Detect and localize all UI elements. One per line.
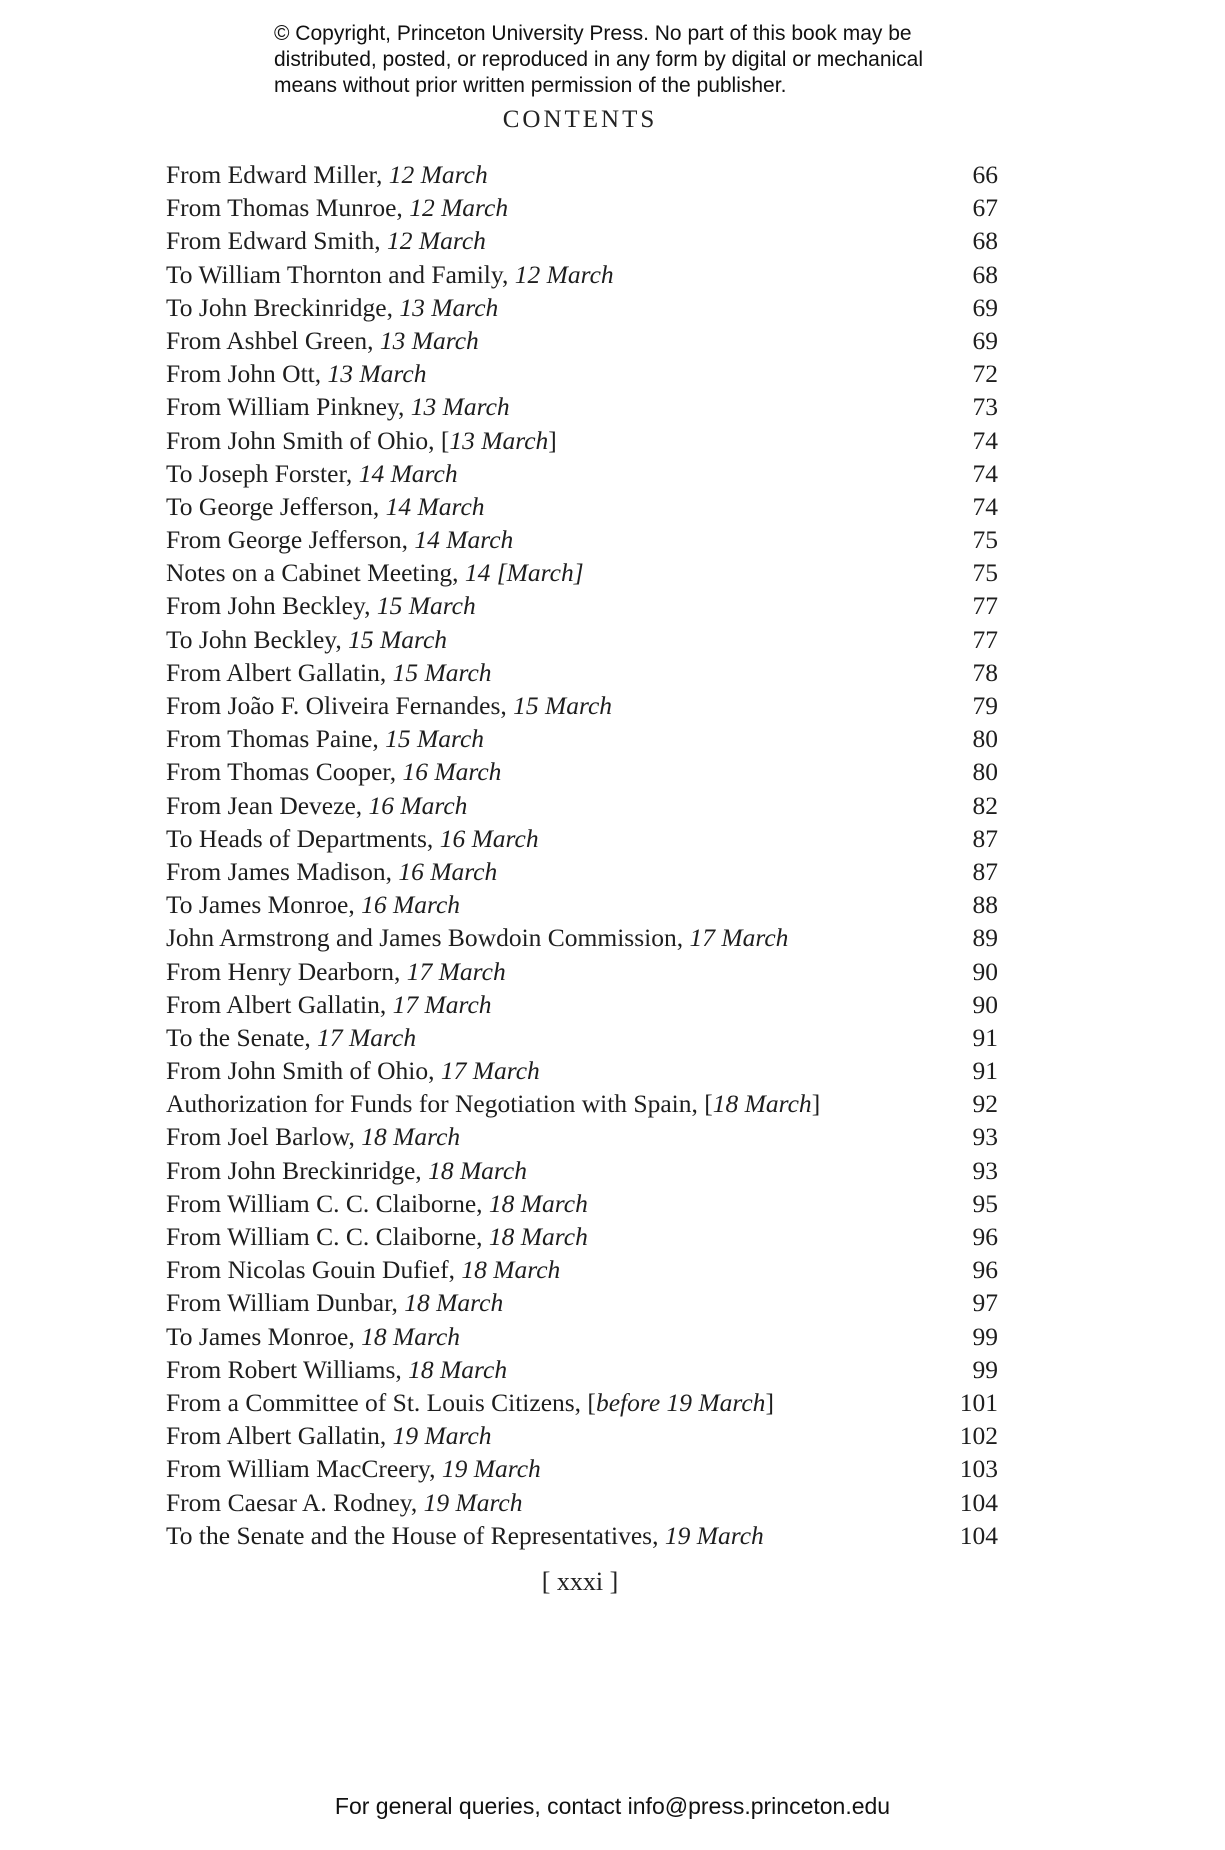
- entry-page-number: 79: [972, 691, 998, 720]
- toc-entry-title: [166, 1386, 774, 1419]
- entry-text: From Ashbel Green,: [166, 325, 374, 355]
- entry-text: From John Smith of Ohio,: [166, 1056, 435, 1086]
- toc-entry-title: [166, 1486, 523, 1519]
- entry-text: To the Senate,: [166, 1022, 311, 1052]
- entry-text: To James Monroe,: [166, 890, 355, 920]
- entry-date: 13 March: [449, 425, 549, 455]
- toc-entry: [166, 556, 998, 589]
- toc-entry-title: [166, 457, 458, 490]
- entry-page-number: 82: [972, 790, 998, 820]
- toc-entry-title: [166, 1353, 507, 1386]
- toc-entry: [166, 623, 998, 656]
- entry-page-number: 90: [972, 956, 998, 986]
- entry-page-number: 66: [972, 160, 998, 189]
- entry-date: 14 March: [414, 525, 514, 555]
- toc-entry-title: [166, 1154, 527, 1187]
- toc-entry-title: [166, 656, 492, 689]
- toc-entry-title: [166, 689, 612, 722]
- entry-date: 19 March: [392, 1421, 492, 1451]
- entry-text: From Albert Gallatin,: [166, 657, 387, 687]
- entry-page-number: 88: [972, 890, 998, 920]
- entry-text: From Joel Barlow,: [166, 1122, 355, 1152]
- toc-entry: [166, 1286, 998, 1319]
- entry-text: From William Pinkney,: [166, 392, 405, 422]
- toc-entry: [166, 988, 998, 1021]
- toc-entry: [166, 324, 998, 357]
- toc-entry: [166, 390, 998, 423]
- toc-entry: [166, 789, 998, 822]
- entry-page-number: 67: [972, 193, 998, 223]
- entry-page-number: 93: [972, 1155, 998, 1185]
- entry-text: To George Jefferson,: [166, 491, 380, 521]
- entry-date: 15 March: [513, 691, 613, 720]
- entry-date: 14 March: [358, 458, 458, 488]
- toc-entry: [166, 722, 998, 755]
- entry-date: 17 March: [689, 923, 789, 953]
- toc-entry: [166, 1452, 998, 1485]
- toc-entry-title: [166, 158, 488, 191]
- toc-entry-title: [166, 1253, 560, 1286]
- entry-page-number: 77: [972, 624, 998, 654]
- entry-page-number: 74: [972, 425, 998, 455]
- entry-page-number: 92: [972, 1089, 998, 1119]
- entry-date: 17 March: [406, 956, 506, 986]
- entry-date: 16 March: [361, 890, 461, 920]
- entry-page-number: 89: [972, 923, 998, 953]
- entry-page-number: 69: [972, 292, 998, 322]
- toc-entry: [166, 1154, 998, 1187]
- toc-entry: [166, 424, 998, 457]
- toc-entry: [166, 523, 998, 556]
- toc-entry-title: [166, 623, 447, 656]
- entry-text: From Albert Gallatin,: [166, 1421, 387, 1451]
- entry-date: 18 March: [428, 1155, 527, 1185]
- entry-page-number: 75: [972, 558, 998, 588]
- toc-entry-title: [166, 921, 788, 954]
- entry-date: 17 March: [317, 1022, 417, 1052]
- entry-page-number: 87: [972, 823, 998, 853]
- entry-page-number: 68: [972, 259, 998, 289]
- entry-date: 18 March: [404, 1288, 504, 1318]
- entry-text: From Albert Gallatin,: [166, 989, 387, 1019]
- toc-entry-title: [166, 258, 614, 291]
- entry-date: 12 March: [388, 160, 488, 189]
- entry-page-number: 99: [972, 1321, 998, 1351]
- entry-page-number: 73: [972, 392, 998, 422]
- toc-entry-title: [166, 556, 584, 589]
- copyright-line: distributed, posted, or reproduced in any form by digital or mechanical: [274, 48, 924, 71]
- toc-entry: [166, 1486, 998, 1519]
- toc-entry-title: [166, 1021, 416, 1054]
- entry-date: 18 March: [361, 1321, 461, 1351]
- entry-date: 19 March: [423, 1487, 523, 1517]
- entry-page-number: 103: [959, 1454, 998, 1484]
- entry-date: before 19 March: [595, 1387, 766, 1417]
- entry-date: 13 March: [410, 392, 510, 422]
- toc-entry-title: [166, 1120, 460, 1153]
- entry-page-number: 80: [972, 757, 998, 787]
- entry-date: 15 March: [348, 624, 448, 654]
- entry-text: To James Monroe,: [166, 1321, 355, 1351]
- entry-text: From John Beckley,: [166, 591, 371, 621]
- table-of-contents: [166, 158, 998, 1552]
- toc-entry: [166, 224, 998, 257]
- toc-entry: [166, 888, 998, 921]
- toc-entry-title: [166, 1087, 820, 1120]
- toc-entry-title: [166, 789, 467, 822]
- entry-text: From Thomas Paine,: [166, 724, 379, 754]
- toc-entry-title: [166, 523, 513, 556]
- entry-date: 16 March: [368, 790, 468, 820]
- entry-text: From William C. C. Claiborne,: [166, 1188, 483, 1218]
- toc-entry-title: [166, 988, 492, 1021]
- toc-entry: [166, 1220, 998, 1253]
- toc-entry: [166, 921, 998, 954]
- toc-entry-title: [166, 191, 508, 224]
- entry-page-number: 68: [972, 226, 998, 256]
- toc-entry-title: [166, 490, 485, 523]
- entry-page-number: 75: [972, 525, 998, 555]
- entry-date: 14 [March]: [464, 558, 584, 588]
- entry-text: From John Smith of Ohio, [: [166, 425, 450, 455]
- entry-date: 13 March: [379, 325, 479, 355]
- entry-date: 14 March: [385, 491, 485, 521]
- entry-date: 16 March: [402, 757, 502, 787]
- toc-entry-title: [166, 390, 510, 423]
- entry-date: 12 March: [387, 226, 486, 256]
- toc-entry: [166, 689, 998, 722]
- toc-entry-title: [166, 424, 557, 457]
- toc-entry-title: [166, 722, 484, 755]
- toc-entry-title: [166, 1419, 492, 1452]
- toc-entry-title: [166, 357, 426, 390]
- entry-page-number: 69: [972, 325, 998, 355]
- entry-text: To William Thornton and Family,: [166, 259, 509, 289]
- entry-text: From John Ott,: [166, 359, 322, 389]
- entry-text: From Robert Williams,: [166, 1354, 402, 1384]
- contents-heading: CONTENTS: [502, 106, 658, 133]
- entry-page-number: 93: [972, 1122, 998, 1152]
- toc-entry-title: [166, 589, 476, 622]
- entry-date: 19 March: [441, 1454, 541, 1484]
- entry-text: From Edward Smith,: [166, 226, 381, 256]
- toc-entry: [166, 1120, 998, 1153]
- entry-text: From Nicolas Gouin Dufief,: [166, 1255, 455, 1285]
- entry-date: 18 March: [488, 1188, 588, 1218]
- entry-page-number: 104: [959, 1520, 998, 1550]
- entry-closing-bracket: ]: [765, 1387, 774, 1417]
- entry-date: 15 March: [385, 724, 485, 754]
- entry-page-number: 95: [972, 1188, 998, 1218]
- entry-page-number: 101: [959, 1387, 998, 1417]
- entry-page-number: 77: [972, 591, 998, 621]
- entry-text: From Caesar A. Rodney,: [166, 1487, 418, 1517]
- toc-entry-title: [166, 1054, 540, 1087]
- entry-text: To the Senate and the House of Representatives,: [166, 1520, 659, 1550]
- entry-date: 12 March: [514, 259, 614, 289]
- entry-text: From William C. C. Claiborne,: [166, 1222, 483, 1251]
- toc-entry: [166, 589, 998, 622]
- entry-page-number: 78: [972, 657, 998, 687]
- toc-entry: [166, 1253, 998, 1286]
- toc-entry: [166, 1386, 998, 1419]
- toc-entry: [166, 755, 998, 788]
- entry-text: To John Breckinridge,: [166, 292, 393, 322]
- toc-entry-title: [166, 888, 460, 921]
- entry-date: 19 March: [664, 1520, 764, 1550]
- entry-text: From James Madison,: [166, 856, 392, 886]
- entry-date: 16 March: [439, 823, 539, 853]
- toc-entry: [166, 1054, 998, 1087]
- entry-page-number: 74: [972, 458, 998, 488]
- entry-date: 12 March: [409, 193, 509, 223]
- entry-text: From George Jefferson,: [166, 525, 408, 555]
- entry-page-number: 99: [972, 1354, 998, 1384]
- toc-entry-title: [166, 1187, 588, 1220]
- entry-text: From William MacCreery,: [166, 1454, 436, 1484]
- entry-text: From Jean Deveze,: [166, 790, 363, 820]
- toc-entry: [166, 490, 998, 523]
- toc-entry: [166, 656, 998, 689]
- toc-entry: [166, 1187, 998, 1220]
- entry-text: Notes on a Cabinet Meeting,: [166, 558, 459, 588]
- entry-date: 15 March: [376, 591, 476, 621]
- entry-date: 16 March: [398, 856, 498, 886]
- entry-date: 15 March: [392, 657, 492, 687]
- entry-date: 18 March: [361, 1122, 461, 1152]
- copyright-line: means without prior written permission of the publisher.: [274, 74, 787, 97]
- toc-entry: [166, 955, 998, 988]
- entry-date: 13 March: [327, 359, 427, 389]
- toc-entry-title: [166, 822, 539, 855]
- entry-text: To Joseph Forster,: [166, 458, 353, 488]
- toc-entry-title: [166, 1286, 503, 1319]
- toc-entry: [166, 1320, 998, 1353]
- toc-entry-title: [166, 1452, 541, 1485]
- entry-page-number: 97: [972, 1288, 998, 1318]
- entry-page-number: 96: [972, 1255, 998, 1285]
- entry-page-number: 91: [972, 1022, 998, 1052]
- entry-page-number: 96: [972, 1222, 998, 1251]
- toc-entry-title: [166, 955, 506, 988]
- entry-page-number: 102: [959, 1421, 998, 1451]
- entry-closing-bracket: ]: [811, 1089, 821, 1119]
- entry-text: To John Beckley,: [166, 624, 342, 654]
- toc-entry-title: [166, 755, 501, 788]
- toc-entry-title: [166, 224, 486, 257]
- entry-text: To Heads of Departments,: [166, 823, 434, 853]
- entry-closing-bracket: ]: [548, 425, 557, 455]
- toc-entry: [166, 1519, 998, 1552]
- toc-entry: [166, 855, 998, 888]
- toc-entry: [166, 191, 998, 224]
- entry-text: From John Breckinridge,: [166, 1155, 422, 1185]
- entry-text: From João F. Oliveira Fernandes,: [166, 691, 507, 720]
- toc-entry-title: [166, 324, 479, 357]
- entry-text: From a Committee of St. Louis Citizens, [: [166, 1387, 596, 1417]
- entry-text: John Armstrong and James Bowdoin Commission,: [166, 923, 684, 953]
- toc-entry-title: [166, 1320, 460, 1353]
- entry-date: 17 March: [392, 989, 492, 1019]
- toc-entry-title: [166, 1220, 588, 1253]
- toc-entry-title: [166, 291, 498, 324]
- entry-page-number: 91: [972, 1056, 998, 1086]
- entry-page-number: 87: [972, 856, 998, 886]
- entry-text: From Thomas Cooper,: [166, 757, 397, 787]
- toc-entry-title: [166, 855, 497, 888]
- entry-text: From William Dunbar,: [166, 1288, 398, 1318]
- entry-page-number: 80: [972, 724, 998, 754]
- entry-text: Authorization for Funds for Negotiation with Spain, [: [166, 1089, 713, 1119]
- toc-entry: [166, 1021, 998, 1054]
- entry-page-number: 104: [959, 1487, 998, 1517]
- toc-entry: [166, 1353, 998, 1386]
- entry-date: 18 March: [488, 1222, 588, 1251]
- entry-text: From Edward Miller,: [166, 160, 383, 189]
- entry-page-number: 90: [972, 989, 998, 1019]
- entry-date: 17 March: [440, 1056, 540, 1086]
- toc-entry: [166, 357, 998, 390]
- toc-entry: [166, 291, 998, 324]
- toc-entry: [166, 457, 998, 490]
- entry-page-number: 72: [972, 359, 998, 389]
- entry-page-number: 74: [972, 491, 998, 521]
- entry-text: From Henry Dearborn,: [166, 956, 401, 986]
- entry-date: 18 March: [461, 1255, 561, 1285]
- toc-entry: [166, 258, 998, 291]
- entry-text: From Thomas Munroe,: [166, 193, 403, 223]
- footer-contact: For general queries, contact info@press.princeton.edu: [334, 1793, 891, 1819]
- entry-date: 18 March: [712, 1089, 812, 1119]
- toc-entry: [166, 158, 998, 191]
- page-number: [ xxxi ]: [541, 1567, 619, 1596]
- toc-entry-title: [166, 1519, 764, 1552]
- toc-entry: [166, 1419, 998, 1452]
- copyright-notice: [274, 21, 974, 99]
- entry-date: 18 March: [408, 1354, 508, 1384]
- toc-entry: [166, 822, 998, 855]
- entry-date: 13 March: [399, 292, 499, 322]
- copyright-line: © Copyright, Princeton University Press. No part of this book may be: [274, 22, 912, 45]
- toc-entry: [166, 1087, 998, 1120]
